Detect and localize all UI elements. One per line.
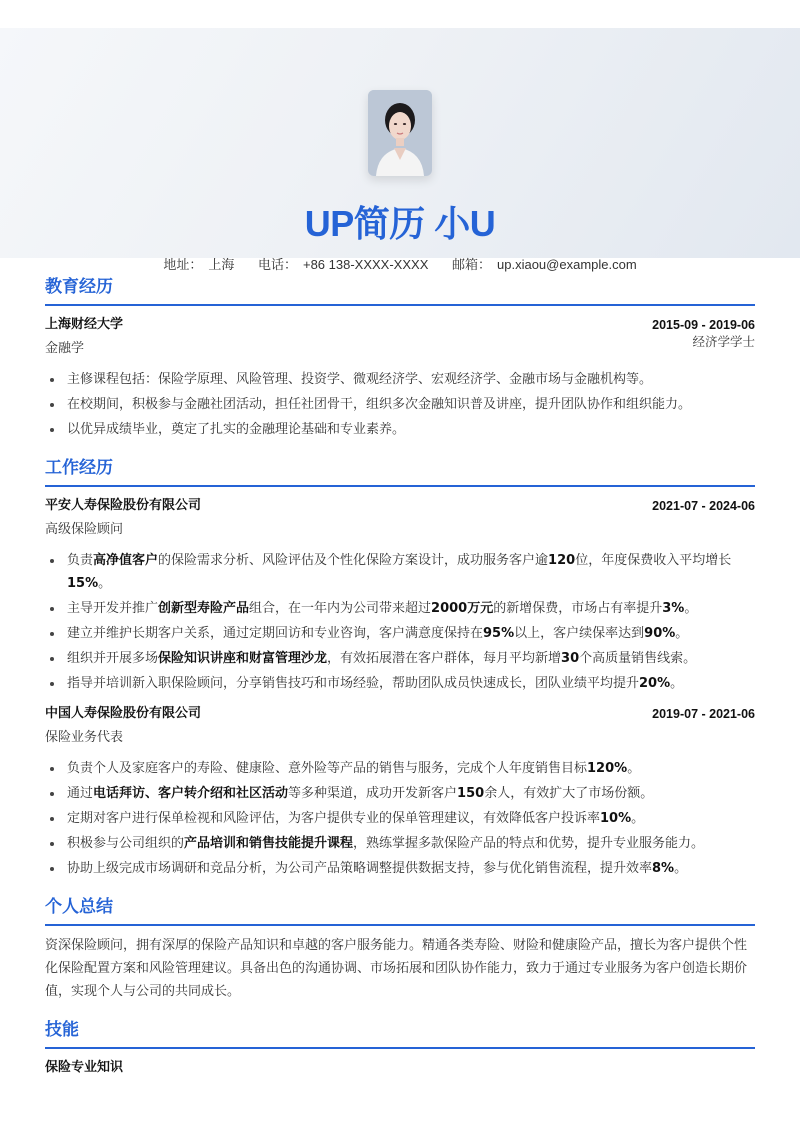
highlight-text: 95% — [483, 626, 515, 641]
bullet-text: 负责 — [67, 553, 94, 568]
highlight-text: 8% — [652, 861, 675, 876]
summary-section — [45, 890, 755, 1003]
resume-header — [0, 28, 800, 272]
bullet-item — [45, 857, 755, 880]
bullet-text: ，有效拓展潜在客户群体，每月平均新增 — [327, 651, 562, 666]
work-entry — [45, 495, 755, 695]
highlight-text: 2000万元 — [431, 601, 494, 616]
bullet-text: 。 — [670, 676, 684, 691]
highlight-text: 90% — [644, 626, 676, 641]
bullet-text: 的新增保费，市场占有率提升 — [493, 601, 663, 616]
bullet-text: 通过 — [67, 786, 94, 801]
contact-value: up.xiaou@example.com — [497, 257, 637, 272]
bullet-item — [45, 782, 755, 805]
section-title: 技能 — [45, 1013, 755, 1049]
bullet-item — [45, 549, 755, 595]
contact-label: 邮箱： — [452, 257, 492, 272]
date-range: 2021-07 - 2024-06 — [652, 499, 755, 513]
bullet-list — [45, 368, 755, 441]
bullet-text: 组合，在一年内为公司带来超过 — [249, 601, 432, 616]
highlight-text: 高净值客户 — [93, 553, 159, 568]
bullet-text: 积极参与公司组织的 — [67, 836, 185, 851]
date-range: 2019-07 - 2021-06 — [652, 707, 755, 721]
section-title: 教育经历 — [45, 270, 755, 306]
bullet-text: 个高质量销售线索。 — [579, 651, 697, 666]
job-title: 高级保险顾问 — [45, 522, 124, 537]
section-title: 工作经历 — [45, 451, 755, 487]
bullet-text: 位，年度保费收入平均增长 — [575, 553, 732, 568]
profile-photo — [368, 90, 432, 176]
school-name: 上海财经大学 — [45, 317, 124, 332]
highlight-text: 150 — [457, 786, 485, 801]
bullet-text: 的保险需求分析、风险评估及个性化保险方案设计，成功服务客户逾 — [158, 553, 549, 568]
bullet-text: 以上，客户续保率达到 — [514, 626, 645, 641]
bullet-text: ，熟练掌握多款保险产品的特点和优势，提升专业服务能力。 — [353, 836, 705, 851]
summary-text: 资深保险顾问，拥有深厚的保险产品知识和卓越的客户服务能力。精通各类寿险、财险和健康险产品，擅长为客户提供个性化保险配置方案和风险管理建议。具备出色的沟通协调、市场拓展和团队协作能力，致力于通过专业服务为客户创造长期价值，实现个人与公司的共同成长。 — [45, 938, 748, 999]
bullet-text: 。 — [674, 861, 688, 876]
degree: 经济学学士 — [692, 334, 755, 349]
contact-value: +86 138-XXXX-XXXX — [302, 257, 429, 272]
work-entry — [45, 703, 755, 880]
bullet-text: 余人，有效扩大了市场份额。 — [484, 786, 654, 801]
contact-value: 上海 — [208, 257, 235, 272]
contact-label: 电话： — [257, 257, 297, 272]
bullet-item — [45, 393, 755, 416]
work-section — [45, 451, 755, 880]
person-portrait-icon — [368, 90, 432, 176]
highlight-text: 产品培训和销售技能提升课程 — [184, 836, 354, 851]
bullet-text: 。 — [98, 576, 112, 591]
bullet-text: 指导并培训新入职保险顾问，分享销售技巧和市场经验，帮助团队成员快速成长，团队业绩平均提升 — [67, 676, 640, 691]
highlight-text: 120 — [548, 553, 576, 568]
bullet-text: 。 — [631, 811, 645, 826]
highlight-text: 3% — [662, 601, 685, 616]
bullet-text: 负责个人及家庭客户的寿险、健康险、意外险等产品的销售与服务，完成个人年度销售目标 — [67, 761, 588, 776]
bullet-text: 以优异成绩毕业，奠定了扎实的金融理论基础和专业素养。 — [67, 422, 406, 437]
highlight-text: 电话拜访、客户转介绍和社区活动 — [93, 786, 289, 801]
bullet-item — [45, 368, 755, 391]
job-title: 保险业务代表 — [45, 730, 124, 745]
skill-group-title: 保险专业知识 — [45, 1060, 124, 1075]
resume-body — [45, 270, 755, 1089]
highlight-text: 15% — [67, 576, 99, 591]
skills-section — [45, 1013, 755, 1079]
bullet-text: 定期对客户进行保单检视和风险评估，为客户提供专业的保单管理建议，有效降低客户投诉率 — [67, 811, 601, 826]
bullet-item — [45, 672, 755, 695]
company-name: 中国人寿保险股份有限公司 — [45, 706, 202, 721]
section-title: 个人总结 — [45, 890, 755, 926]
major: 金融学 — [45, 341, 85, 356]
bullet-item — [45, 807, 755, 830]
candidate-name: UP简历 小U — [304, 203, 496, 244]
highlight-text: 120% — [587, 761, 628, 776]
education-section — [45, 270, 755, 441]
highlight-text: 20% — [639, 676, 671, 691]
education-entry — [45, 314, 755, 441]
contact-label: 地址： — [163, 257, 203, 272]
bullet-item — [45, 597, 755, 620]
bullet-list — [45, 549, 755, 695]
bullet-item — [45, 622, 755, 645]
highlight-text: 10% — [600, 811, 632, 826]
bullet-item — [45, 418, 755, 441]
bullet-text: 主修课程包括：保险学原理、风险管理、投资学、微观经济学、宏观经济学、金融市场与金融机构等。 — [67, 372, 653, 387]
bullet-text: 建立并维护长期客户关系，通过定期回访和专业咨询，客户满意度保持在 — [67, 626, 484, 641]
highlight-text: 保险知识讲座和财富管理沙龙 — [158, 651, 328, 666]
bullet-text: 主导开发并推广 — [67, 601, 159, 616]
bullet-item — [45, 757, 755, 780]
bullet-text: 等多种渠道，成功开发新客户 — [288, 786, 458, 801]
bullet-text: 。 — [684, 601, 698, 616]
company-name: 平安人寿保险股份有限公司 — [45, 498, 202, 513]
bullet-item — [45, 832, 755, 855]
bullet-text: 协助上级完成市场调研和竞品分析，为公司产品策略调整提供数据支持，参与优化销售流程，提升效率 — [67, 861, 653, 876]
bullet-text: 。 — [675, 626, 689, 641]
bullet-text: 在校期间，积极参与金融社团活动，担任社团骨干，组织多次金融知识普及讲座，提升团队协作和组织能力。 — [67, 397, 692, 412]
bullet-list — [45, 757, 755, 880]
date-range: 2015-09 - 2019-06 — [652, 318, 755, 332]
bullet-text: 组织并开展多场 — [67, 651, 159, 666]
highlight-text: 30 — [561, 651, 580, 666]
highlight-text: 创新型寿险产品 — [158, 601, 250, 616]
bullet-text: 。 — [627, 761, 641, 776]
bullet-item — [45, 647, 755, 670]
